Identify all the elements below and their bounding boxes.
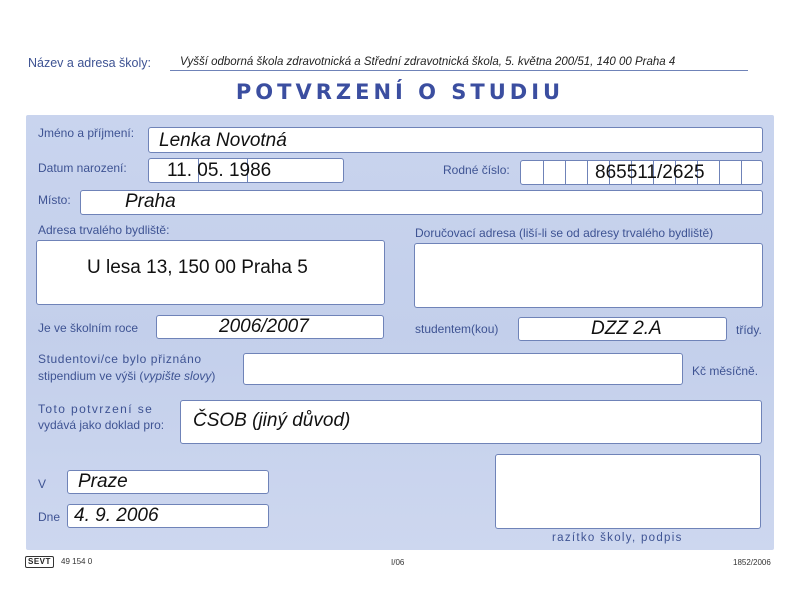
stipend-suffix: Kč měsíčně. — [692, 364, 759, 378]
school-underline — [170, 70, 748, 71]
purpose-label-2: vydává jako doklad pro: — [38, 418, 165, 432]
date-value: 4. 9. 2006 — [74, 505, 159, 526]
year-value: 2006/2007 — [219, 316, 309, 337]
stipend-label-italic: vypište slovy — [143, 369, 212, 383]
dob-field[interactable] — [148, 158, 344, 183]
year-field[interactable] — [156, 315, 384, 339]
stamp-label: razítko školy, podpis — [552, 532, 683, 544]
form-edition: I/06 — [391, 558, 405, 567]
stipend-label-2 — [38, 369, 215, 383]
in-field[interactable] — [67, 470, 269, 494]
purpose-field[interactable] — [180, 400, 762, 444]
name-field[interactable] — [148, 127, 763, 153]
year-label: Je ve školním roce — [38, 321, 139, 335]
stamp-box — [495, 454, 761, 529]
place-field[interactable] — [80, 190, 763, 215]
stipend-label-text: stipendium ve výši ( — [38, 369, 144, 383]
dob-label: Datum narození: — [38, 161, 127, 175]
student-label: studentem(kou) — [415, 322, 499, 336]
stipend-label-1: Studentovi/ce bylo přiznáno — [38, 352, 202, 366]
sevt-logo: SEVT — [25, 556, 54, 568]
school-label: Název a adresa školy: — [28, 56, 151, 70]
rc-divider — [587, 161, 588, 184]
stipend-field[interactable] — [243, 353, 683, 385]
rc-divider — [741, 161, 742, 184]
delivery-addr-label: Doručovací adresa (liší-li se od adresy trvalého bydliště) — [415, 226, 714, 240]
in-value: Praze — [78, 471, 128, 492]
perm-addr-value: U lesa 13, 150 00 Praha 5 — [87, 257, 308, 278]
stipend-label-close: ) — [211, 369, 216, 383]
form-number: 1852/2006 — [733, 558, 771, 567]
purpose-label-1: Toto potvrzení se — [38, 402, 154, 416]
name-label: Jméno a příjmení: — [38, 126, 135, 140]
name-value: Lenka Novotná — [159, 130, 287, 151]
rc-label: Rodné číslo: — [443, 163, 510, 177]
place-value: Praha — [125, 191, 176, 212]
dob-value: 11. 05. 1986 — [167, 160, 272, 181]
date-field[interactable] — [67, 504, 269, 528]
rc-value: 865511/2625 — [595, 162, 705, 183]
rc-divider — [719, 161, 720, 184]
class-value: DZZ 2.A — [591, 318, 662, 339]
place-label: Místo: — [38, 193, 71, 207]
date-label: Dne — [38, 510, 61, 524]
class-suffix: třídy. — [736, 323, 762, 337]
school-value: Vyšší odborná škola zdravotnická a Střední zdravotnická škola, 5. května 200/51, 140 00 Praha 4 — [180, 56, 676, 68]
perm-addr-label: Adresa trvalého bydliště: — [38, 223, 170, 237]
rc-divider — [543, 161, 544, 184]
form-code: 49 154 0 — [61, 557, 93, 566]
purpose-value: ČSOB (jiný důvod) — [193, 410, 351, 431]
page-title: POTVRZENÍ O STUDIU — [235, 80, 565, 104]
in-label: V — [38, 477, 47, 491]
perm-addr-field[interactable] — [36, 240, 385, 305]
delivery-addr-field[interactable] — [414, 243, 763, 308]
rc-divider — [565, 161, 566, 184]
rc-field[interactable] — [520, 160, 763, 185]
class-field[interactable] — [518, 317, 727, 341]
